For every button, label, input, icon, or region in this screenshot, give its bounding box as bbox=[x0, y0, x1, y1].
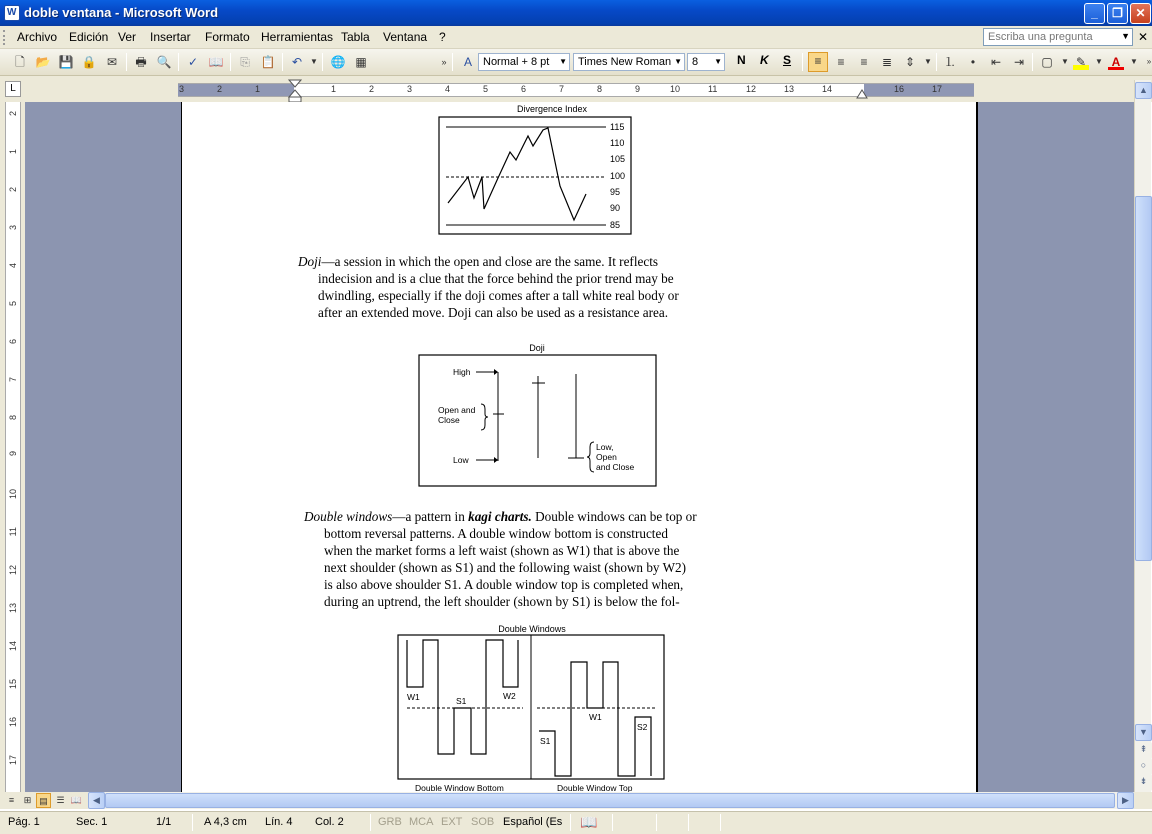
font-dropdown-icon[interactable]: ▼ bbox=[674, 57, 682, 66]
styles-pane-icon[interactable]: A bbox=[463, 55, 472, 69]
status-bar bbox=[0, 811, 1152, 834]
ask-question-box[interactable] bbox=[983, 28, 1133, 46]
bold-button[interactable]: N bbox=[737, 53, 746, 67]
menu-ver[interactable]: Ver bbox=[118, 30, 137, 44]
paste-icon[interactable]: 📋 bbox=[260, 55, 276, 69]
style-value: Normal + 8 pt bbox=[483, 56, 550, 68]
menu-archivo[interactable]: Archivo bbox=[17, 30, 58, 44]
ruler-number: 12 bbox=[8, 565, 18, 576]
dw-mark-s1: S1 bbox=[540, 736, 551, 746]
horizontal-scrollbar[interactable] bbox=[88, 792, 1134, 809]
word-app-icon[interactable] bbox=[4, 5, 20, 21]
ruler-number: 9 bbox=[8, 451, 18, 457]
ruler-number: 1 bbox=[331, 84, 337, 94]
ruler-row bbox=[0, 76, 1152, 102]
highlight-icon[interactable]: ✎ bbox=[1073, 54, 1089, 70]
permission-icon[interactable]: 🔒 bbox=[81, 55, 97, 69]
decrease-indent-icon[interactable]: ⇤ bbox=[990, 55, 1002, 69]
doji-text: —a session in which the open and close are the same. It reflects bbox=[321, 254, 658, 269]
toolbar-separator bbox=[452, 53, 453, 71]
double-windows-paragraph bbox=[304, 508, 754, 610]
status-separator bbox=[720, 814, 721, 831]
status-separator bbox=[570, 814, 571, 831]
numbering-icon[interactable]: ⒈ bbox=[943, 55, 956, 69]
axis-label: 105 bbox=[610, 154, 626, 164]
print-icon[interactable]: 🖶 bbox=[135, 55, 147, 69]
scanned-page-image bbox=[280, 102, 764, 792]
ask-dropdown-icon[interactable]: ▼ bbox=[1121, 31, 1130, 41]
ruler-number: 11 bbox=[708, 84, 718, 94]
indent-markers[interactable] bbox=[288, 79, 302, 103]
scroll-right-button[interactable]: ▶ bbox=[1117, 792, 1134, 809]
menu-formato[interactable]: Formato bbox=[205, 30, 250, 44]
font-combo[interactable] bbox=[573, 53, 685, 71]
status-track-changes[interactable]: MCA bbox=[409, 816, 434, 828]
ruler-number: 15 bbox=[8, 679, 18, 690]
doji-line: dwindling, especially if the doji comes after a tall white real body or bbox=[318, 288, 679, 303]
status-separator bbox=[612, 814, 613, 831]
title-bar bbox=[0, 0, 1152, 26]
status-overtype[interactable]: SOB bbox=[471, 816, 495, 828]
window-title: doble ventana - Microsoft Word bbox=[24, 5, 219, 20]
menu-ventana[interactable]: Ventana bbox=[383, 30, 428, 44]
scroll-down-button[interactable]: ▼ bbox=[1135, 724, 1152, 741]
line-spacing-dropdown-icon[interactable]: ▼ bbox=[924, 57, 932, 66]
doji-label-low: Low bbox=[453, 455, 469, 465]
ruler-number: 16 bbox=[894, 84, 905, 94]
previous-page-button[interactable]: ⇞ bbox=[1135, 742, 1152, 759]
size-dropdown-icon[interactable]: ▼ bbox=[714, 57, 722, 66]
ruler-number: 2 bbox=[8, 187, 18, 193]
dw-mark-w1: W1 bbox=[407, 692, 420, 702]
restore-button[interactable]: ❐ bbox=[1107, 3, 1128, 24]
doji-label-open-close: Close bbox=[438, 415, 460, 425]
horizontal-scroll-thumb[interactable] bbox=[105, 793, 1115, 808]
divergence-chart-title: Divergence Index bbox=[516, 104, 588, 114]
status-pages[interactable]: 1/1 bbox=[156, 816, 172, 828]
doji-figure-title: Doji bbox=[529, 343, 545, 353]
dw-top-label: Double Window Top bbox=[557, 783, 633, 792]
ruler-number: 8 bbox=[8, 415, 18, 421]
ruler-number: 7 bbox=[559, 84, 565, 94]
ruler-number: 16 bbox=[8, 717, 18, 728]
ruler-number: 2 bbox=[8, 111, 18, 117]
status-separator bbox=[370, 814, 371, 831]
status-extend[interactable]: EXT bbox=[441, 816, 463, 828]
vertical-scrollbar[interactable] bbox=[1134, 80, 1151, 792]
align-right-icon[interactable]: ≡ bbox=[860, 55, 868, 69]
toolbar-options-icon[interactable]: » bbox=[441, 57, 447, 67]
undo-dropdown-icon[interactable]: ▼ bbox=[310, 57, 318, 66]
web-view-icon[interactable]: ⊞ bbox=[23, 795, 32, 805]
divergence-chart bbox=[438, 116, 638, 238]
ruler-number: 2 bbox=[369, 84, 375, 94]
ruler-number: 4 bbox=[8, 263, 18, 269]
vertical-scroll-thumb[interactable] bbox=[1135, 196, 1152, 561]
ruler-number: 11 bbox=[8, 527, 18, 537]
doji-label-open-close: Open and bbox=[438, 405, 476, 415]
ruler-number: 10 bbox=[8, 489, 18, 500]
view-and-hscroll-bar bbox=[0, 792, 1152, 809]
double-windows-figure bbox=[397, 634, 667, 792]
font-color-dropdown-icon[interactable]: ▼ bbox=[1130, 57, 1138, 66]
double-windows-line: when the market forms a left waist (shown as W1) that is above the bbox=[324, 543, 680, 558]
menu-grip[interactable] bbox=[3, 30, 6, 45]
ruler-number: 12 bbox=[746, 84, 757, 94]
borders-icon[interactable]: ▢ bbox=[1041, 55, 1053, 69]
style-combo[interactable] bbox=[478, 53, 570, 71]
toolbar-separator bbox=[802, 53, 803, 71]
outline-view-icon[interactable]: ☰ bbox=[56, 795, 65, 805]
ruler-number: 17 bbox=[932, 84, 943, 94]
ruler-number: 3 bbox=[8, 225, 18, 231]
minimize-button[interactable]: _ bbox=[1084, 3, 1105, 24]
ruler-number: 6 bbox=[8, 339, 18, 345]
browse-object-button[interactable]: ○ bbox=[1135, 758, 1152, 775]
ruler-number: 7 bbox=[8, 377, 18, 383]
table-icon[interactable]: ▦ bbox=[355, 55, 367, 69]
doji-term: Doji bbox=[298, 254, 322, 269]
dw-mark-w2: W2 bbox=[503, 691, 516, 701]
doji-figure bbox=[418, 354, 660, 490]
print-preview-icon[interactable]: 🔍 bbox=[156, 55, 172, 69]
document-workspace bbox=[25, 102, 1134, 792]
ruler-number: 14 bbox=[822, 84, 833, 94]
ruler-number: 4 bbox=[445, 84, 451, 94]
status-separator bbox=[192, 814, 193, 831]
bullets-icon[interactable]: • bbox=[970, 55, 976, 69]
hyperlink-icon[interactable]: 🌐 bbox=[330, 55, 346, 69]
vertical-ruler[interactable] bbox=[5, 102, 21, 792]
double-windows-line: next shoulder (shown as S1) and the following waist (shown by W2) bbox=[324, 560, 686, 575]
ruler-number: 14 bbox=[8, 641, 18, 652]
line-spacing-icon[interactable]: ⇕ bbox=[904, 55, 916, 69]
axis-label: 110 bbox=[610, 138, 625, 148]
status-language[interactable]: Español (Es bbox=[503, 816, 563, 828]
size-value: 8 bbox=[692, 56, 699, 68]
ask-question-placeholder: Escriba una pregunta bbox=[988, 31, 1093, 43]
status-section[interactable]: Sec. 1 bbox=[76, 816, 108, 828]
double-windows-term: Double windows bbox=[304, 509, 393, 524]
underline-button[interactable]: S bbox=[783, 53, 792, 67]
ruler-number: 3 bbox=[179, 84, 185, 94]
normal-view-icon[interactable]: ≡ bbox=[8, 795, 15, 805]
next-page-button[interactable]: ⇟ bbox=[1135, 774, 1152, 791]
toolbar-overflow-icon[interactable]: » bbox=[1146, 57, 1152, 66]
axis-label: 90 bbox=[610, 203, 621, 213]
status-separator bbox=[688, 814, 689, 831]
toolbar-separator bbox=[1032, 53, 1033, 71]
right-margin-area bbox=[864, 84, 974, 96]
font-color-icon[interactable]: A bbox=[1108, 54, 1124, 70]
doji-label-low-open-close: and Close bbox=[596, 462, 635, 472]
doji-paragraph bbox=[298, 253, 748, 321]
scroll-left-button[interactable]: ◀ bbox=[88, 792, 105, 809]
double-windows-line: during an uptrend, the left shoulder (shown by S1) is below the fol- bbox=[324, 594, 680, 609]
new-document-icon[interactable]: 🗋 bbox=[15, 55, 25, 69]
doji-label-low-open-close: Low, bbox=[596, 442, 614, 452]
align-center-icon[interactable]: ≡ bbox=[837, 55, 845, 69]
research-icon[interactable]: 📖 bbox=[208, 55, 224, 69]
dw-mark-s1: S1 bbox=[456, 696, 467, 706]
menu-help[interactable]: ? bbox=[439, 30, 446, 44]
ruler-number: 3 bbox=[407, 84, 413, 94]
toolbar-separator bbox=[322, 53, 323, 71]
reading-view-icon[interactable]: 📖 bbox=[70, 795, 83, 805]
status-record-macro[interactable]: GRB bbox=[378, 816, 402, 828]
menu-bar bbox=[0, 26, 1152, 49]
doji-line: after an extended move. Doji can also be used as a resistance area. bbox=[318, 305, 669, 320]
toolbar-separator bbox=[936, 53, 937, 71]
copy-icon[interactable]: ⎘ bbox=[240, 55, 250, 69]
kagi-charts-term: kagi charts. bbox=[468, 509, 532, 524]
tab-selector[interactable]: L bbox=[5, 81, 21, 97]
menu-edicion[interactable]: Edición bbox=[69, 30, 109, 44]
double-windows-rest: Double windows can be top or bbox=[531, 509, 697, 524]
dw-mark-w1: W1 bbox=[589, 712, 602, 722]
axis-label: 115 bbox=[610, 122, 625, 132]
ruler-number: 13 bbox=[8, 603, 18, 614]
status-page[interactable]: Pág. 1 bbox=[8, 816, 40, 828]
save-icon[interactable]: 💾 bbox=[58, 55, 74, 69]
double-windows-line: bottom reversal patterns. A double window bottom is constructed bbox=[324, 526, 668, 541]
ruler-number: 17 bbox=[8, 755, 18, 766]
ruler-number: 1 bbox=[8, 149, 18, 155]
status-column[interactable]: Col. 2 bbox=[315, 816, 344, 828]
spelling-status-icon[interactable]: 📖 bbox=[580, 814, 598, 830]
ruler-number: 10 bbox=[670, 84, 681, 94]
highlight-dropdown-icon[interactable]: ▼ bbox=[1095, 57, 1103, 66]
ruler-number: 2 bbox=[217, 84, 223, 94]
size-combo[interactable] bbox=[687, 53, 725, 71]
double-windows-dash: —a pattern in bbox=[392, 509, 469, 524]
axis-label: 100 bbox=[610, 171, 626, 181]
ruler-number: 5 bbox=[8, 301, 18, 307]
double-windows-line: is also above shoulder S1. A double window top is completed when, bbox=[324, 577, 684, 592]
font-value: Times New Roman bbox=[578, 56, 672, 68]
left-margin-area bbox=[178, 84, 294, 96]
menu-herramientas[interactable]: Herramientas bbox=[261, 30, 334, 44]
document-page[interactable] bbox=[181, 102, 978, 792]
spelling-icon[interactable]: ✓ bbox=[187, 55, 199, 69]
ruler-number: 13 bbox=[784, 84, 795, 94]
toolbar bbox=[0, 49, 1152, 76]
doji-label-low-open-close: Open bbox=[596, 452, 617, 462]
open-folder-icon[interactable]: 📂 bbox=[35, 55, 51, 69]
borders-dropdown-icon[interactable]: ▼ bbox=[1061, 57, 1069, 66]
ruler-number: 9 bbox=[635, 84, 641, 94]
print-layout-view-icon[interactable]: ▤ bbox=[36, 793, 51, 808]
style-dropdown-icon[interactable]: ▼ bbox=[559, 57, 567, 66]
close-document-button[interactable]: ✕ bbox=[1138, 30, 1149, 44]
status-separator bbox=[656, 814, 657, 831]
ruler-number: 8 bbox=[597, 84, 603, 94]
right-indent-marker[interactable] bbox=[856, 87, 868, 99]
doji-line: indecision and is a clue that the force behind the prior trend may be bbox=[318, 271, 674, 286]
justify-icon[interactable]: ≣ bbox=[881, 55, 893, 69]
align-left-icon[interactable]: ≡ bbox=[808, 52, 828, 72]
scroll-up-button[interactable]: ▲ bbox=[1135, 82, 1152, 99]
italic-button[interactable]: K bbox=[760, 53, 769, 67]
axis-label: 85 bbox=[610, 220, 621, 230]
toolbar-separator bbox=[282, 53, 283, 71]
toolbar-separator bbox=[126, 53, 127, 71]
undo-icon[interactable]: ↶ bbox=[291, 55, 303, 69]
status-line[interactable]: Lín. 4 bbox=[265, 816, 293, 828]
axis-label: 95 bbox=[610, 187, 621, 197]
menu-tabla[interactable]: Tabla bbox=[341, 30, 370, 44]
toolbar-separator bbox=[230, 53, 231, 71]
dw-mark-s2: S2 bbox=[637, 722, 648, 732]
ruler-number: 6 bbox=[521, 84, 527, 94]
ruler-number: 5 bbox=[483, 84, 489, 94]
toolbar-separator bbox=[178, 53, 179, 71]
word-icon-letter: W bbox=[7, 7, 17, 18]
email-icon[interactable]: ✉ bbox=[106, 55, 118, 69]
menu-insertar[interactable]: Insertar bbox=[150, 30, 191, 44]
double-windows-figure-title: Double Windows bbox=[498, 624, 566, 634]
status-position[interactable]: A 4,3 cm bbox=[204, 816, 247, 828]
doji-label-high: High bbox=[453, 367, 471, 377]
close-window-button[interactable]: ✕ bbox=[1130, 3, 1151, 24]
increase-indent-icon[interactable]: ⇥ bbox=[1013, 55, 1025, 69]
dw-bottom-label: Double Window Bottom bbox=[415, 783, 504, 792]
ruler-number: 1 bbox=[255, 84, 261, 94]
